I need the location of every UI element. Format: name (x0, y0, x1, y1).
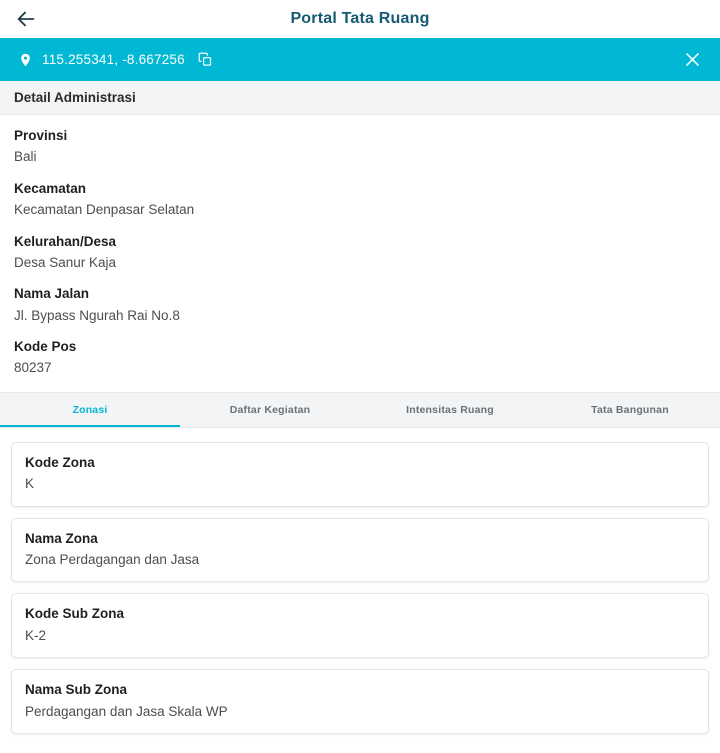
card-value: K (25, 476, 35, 492)
copy-glyph (198, 52, 213, 67)
tab-daftar-kegiatan[interactable] (180, 393, 360, 427)
close-icon[interactable] (680, 48, 704, 72)
map-pin-glyph (18, 51, 33, 69)
zonasi-card-nama-zona (11, 518, 709, 583)
tab-bar (0, 392, 720, 428)
tab-tata-bangunan[interactable] (540, 393, 720, 427)
coordinate-bar (0, 38, 720, 81)
card-value: Zona Perdagangan dan Jasa (25, 552, 200, 568)
tab-label: Intensitas Ruang (406, 403, 494, 416)
admin-detail-label: Provinsi (14, 128, 68, 143)
admin-detail-item-nama-jalan (14, 285, 706, 325)
admin-detail-value: Kecamatan Denpasar Selatan (14, 202, 195, 217)
admin-detail-label: Kode Pos (14, 339, 77, 355)
coordinate-text: 115.255341, -8.667256 (42, 52, 185, 67)
admin-detail-value: Jl. Bypass Ngurah Rai No.8 (14, 307, 180, 323)
admin-detail-value: 80237 (14, 360, 52, 376)
back-button[interactable] (12, 5, 40, 33)
admin-detail-label: Kecamatan (14, 180, 87, 196)
admin-detail-label: Nama Jalan (14, 286, 90, 302)
copy-icon[interactable] (195, 49, 217, 71)
zonasi-card-list (0, 428, 720, 734)
arrow-left-icon (15, 8, 37, 30)
tab-label: Zonasi (72, 403, 108, 416)
tab-intensitas-ruang[interactable] (360, 393, 540, 427)
tab-zonasi[interactable] (0, 393, 180, 427)
page-title: Portal Tata Ruang (290, 10, 430, 27)
admin-detail-item-kecamatan (14, 180, 706, 220)
admin-detail-list (0, 115, 720, 392)
admin-detail-value: Desa Sanur Kaja (14, 254, 117, 270)
admin-detail-value: Bali (14, 149, 37, 165)
zonasi-card-kode-zona (11, 442, 709, 507)
section-title: Detail Administrasi (14, 90, 136, 105)
card-label: Nama Zona (25, 530, 98, 546)
section-header-detail-administrasi (0, 81, 720, 115)
zonasi-card-kode-sub-zona (11, 593, 709, 658)
card-value: Perdagangan dan Jasa Skala WP (25, 703, 228, 719)
card-label: Kode Zona (25, 454, 95, 470)
app-bar (0, 0, 720, 38)
admin-detail-item-provinsi (14, 127, 706, 167)
tab-label: Daftar Kegiatan (229, 403, 311, 416)
map-pin-icon (16, 51, 34, 69)
card-value: K-2 (25, 627, 47, 643)
admin-detail-label: Kelurahan/Desa (14, 233, 117, 249)
zonasi-card-nama-sub-zona (11, 669, 709, 734)
admin-detail-item-kelurahan-desa (14, 233, 706, 273)
card-label: Kode Sub Zona (25, 606, 124, 622)
tab-label: Tata Bangunan (591, 403, 669, 416)
card-label: Nama Sub Zona (25, 682, 128, 698)
admin-detail-item-kode-pos (14, 338, 706, 378)
close-glyph (683, 50, 702, 69)
